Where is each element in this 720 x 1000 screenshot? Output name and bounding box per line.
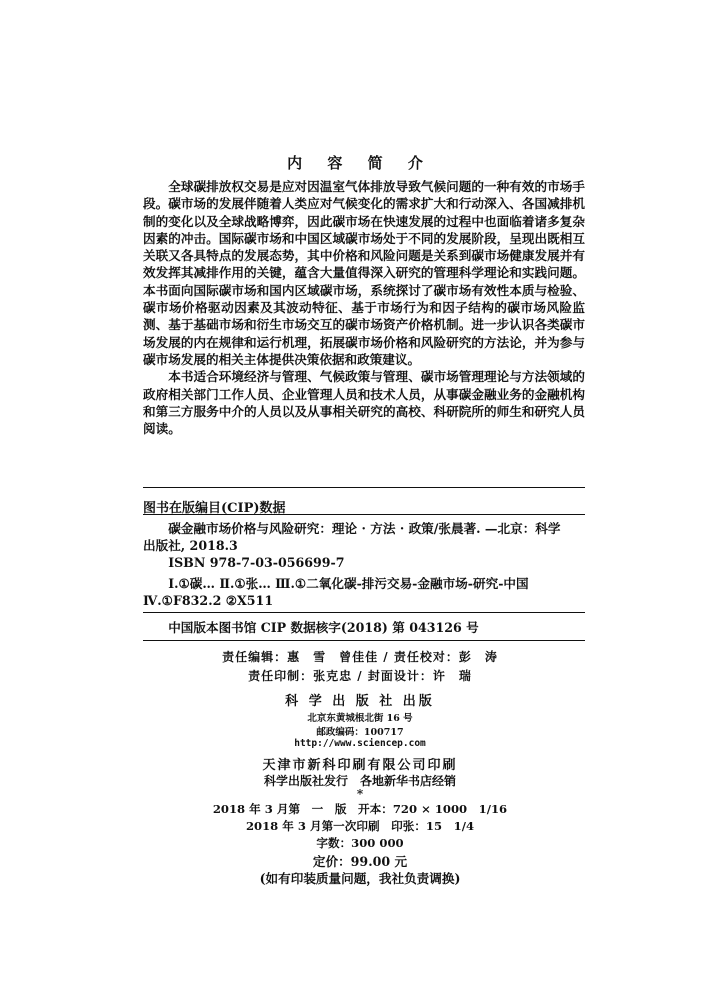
cip-isbn: ISBN 978-7-03-056699-7 xyxy=(168,555,345,570)
publisher-postcode: 邮政编码：100717 xyxy=(316,727,404,738)
credits-editors: 责任编辑：惠 雪 曾佳佳 / 责任校对：彭 涛 xyxy=(222,650,498,664)
divider-top xyxy=(143,487,585,488)
cip-class-line-2: Ⅳ.①F832.2 ②X511 xyxy=(143,593,274,608)
price: 定价：99.00 元 xyxy=(312,854,408,869)
cip-record-block xyxy=(143,619,585,636)
publisher-address: 北京东黄城根北街 16 号 xyxy=(307,713,413,724)
word-count: 字数：300 000 xyxy=(316,836,404,850)
cip-class-line-1: Ⅰ.①碳… Ⅱ.①张… Ⅲ.①二氧化碳-排污交易-金融市场-研究-中国 xyxy=(168,576,529,591)
intro-section xyxy=(143,178,585,437)
quality-notice: (如有印装质量问题，我社负责调换) xyxy=(259,871,461,886)
publisher-name: 科 学 出 版 社 出版 xyxy=(285,694,435,709)
divider-bottom xyxy=(143,640,585,641)
publisher-website: http://www.sciencep.com xyxy=(294,738,426,749)
page-title: 内 容 简 介 xyxy=(287,154,433,172)
separator-star: * xyxy=(356,787,364,801)
intro-paragraph-1: 全球碳排放权交易是应对因温室气体排放导致气候问题的一种有效的市场手段。碳市场的发展伴随着人类应对气候变化的需求扩大和行动深入、各国减排机制的变化以及全球战略博弈，因此碳市场在快速发展的过程中也面临着诸多复杂因素的冲击。国际碳市场和中国区域碳市场处于不同的发展阶段，呈现出既相互关联又各具特点的发展态势，其中价格和风险问题是关系到碳市场健康发展并有效发挥其减排作用的关键，蕴含大量值得深入研究的管理科学理论和实践问题。本书面向国际碳市场和国内区域碳市场，系统探讨了碳市场有效性本质与检验、碳市场价格驱动因素及其波动特征、基于市场行为和因子结构的碳市场风险监测、基于基础市场和衍生市场交互的碳市场资产价格机制。进一步认识各类碳市场发展的内在规律和运行机理，拓展碳市场价格和风险研究的方法论，并为参与碳市场发展的相关主体提供决策依据和政策建议。 xyxy=(143,179,585,367)
divider-cip-class xyxy=(143,612,585,613)
cip-title-block xyxy=(143,520,585,571)
intro-paragraph-2: 本书适合环境经济与管理、气候政策与管理、碳市场管理理论与方法领域的政府相关部门工作人员、企业管理人员和技术人员，从事碳金融业务的金融机构和第三方服务中介的人员以及从事相关研究的高校、科研院所的师生和研究人员阅读。 xyxy=(143,369,585,437)
distribution-line: 科学出版社发行 各地新华书店经销 xyxy=(263,774,456,788)
edition-line: 2018 年 3 月第 一 版 开本：720 × 1000 1/16 xyxy=(212,802,508,816)
cip-record: 中国版本图书馆 CIP 数据核字(2018) 第 043126 号 xyxy=(168,620,479,635)
cip-title-line-1: 碳金融市场价格与风险研究：理论 · 方法 · 政策/张晨著. —北京：科学 xyxy=(168,521,561,536)
printing-line: 2018 年 3 月第一次印刷 印张：15 1/4 xyxy=(245,819,475,833)
printer-name: 天津市新科印刷有限公司印刷 xyxy=(262,758,458,773)
credits-print: 责任印制：张克忠 / 封面设计：许 瑞 xyxy=(248,669,472,683)
cip-classification-block xyxy=(143,575,585,609)
cip-heading: 图书在版编目(CIP)数据 xyxy=(143,501,286,516)
cip-title-line-2: 出版社, 2018.3 xyxy=(143,538,238,553)
divider-cip-heading xyxy=(143,514,585,515)
